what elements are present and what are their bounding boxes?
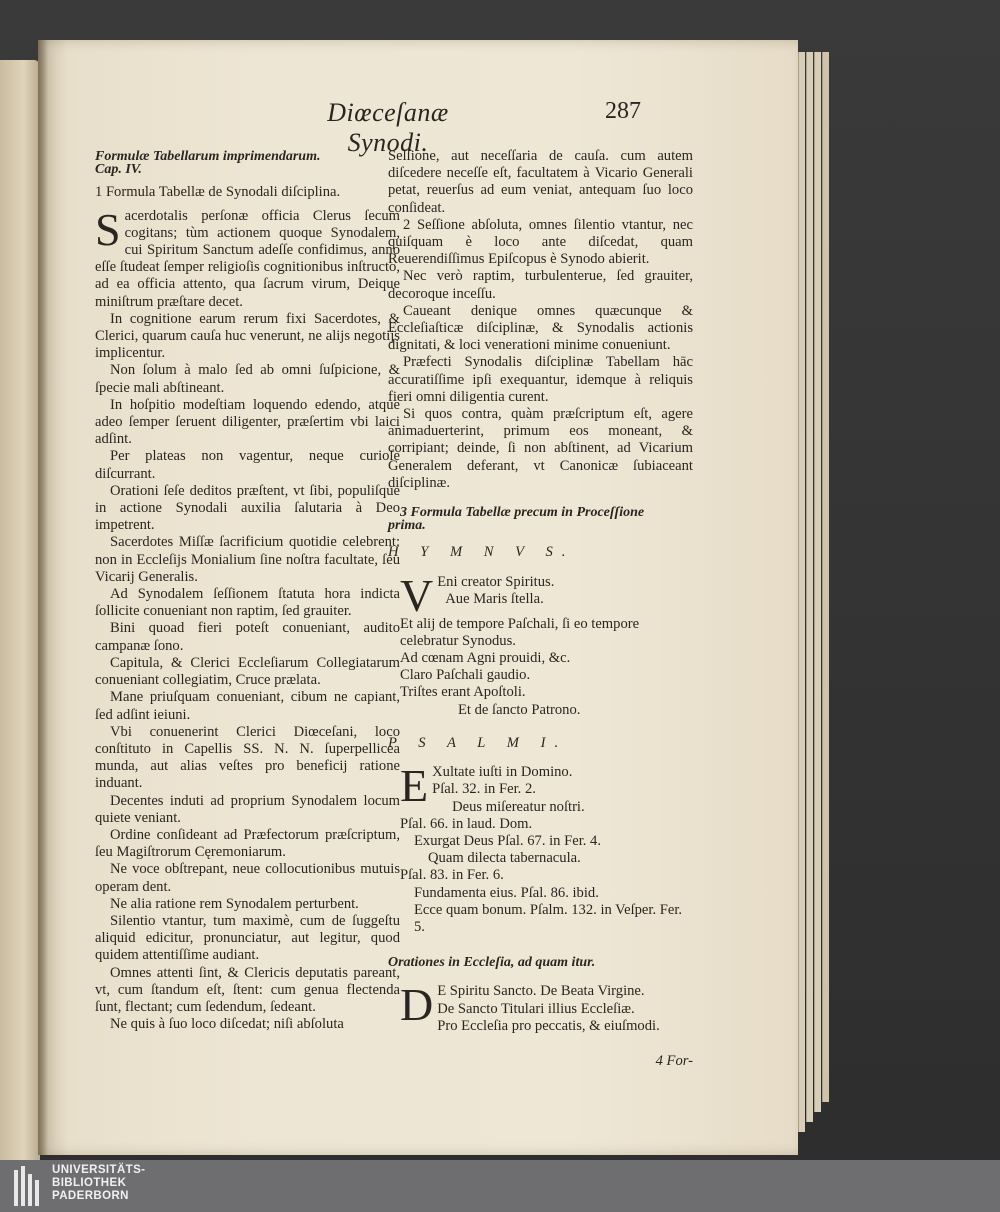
paragraph: Ordine conſideant ad Præfectorum præſcriptum, ſeu Magiſtrorum Cęremoniarum. bbox=[95, 826, 400, 861]
page-edge bbox=[798, 52, 805, 1132]
section-heading: 3 Formula Tabellæ precum in Proceſſione bbox=[400, 505, 645, 521]
library-footer-bar bbox=[0, 1160, 1000, 1212]
hymn-line: Et de ſancto Patrono. bbox=[458, 701, 581, 718]
page-edge bbox=[806, 52, 813, 1122]
hymn-line: Claro Paſchali gaudio. bbox=[400, 667, 531, 684]
drop-capital: V bbox=[400, 569, 434, 621]
paragraph: Ne quis à ſuo loco diſcedat; niſi abſoluta bbox=[110, 1016, 344, 1033]
book-page bbox=[38, 40, 798, 1155]
paragraph: Decentes induti ad proprium Synodalem locum quiete veniant. bbox=[95, 792, 400, 826]
library-logo-icon bbox=[14, 1166, 44, 1206]
right-column bbox=[388, 148, 693, 1070]
paragraph: Ne voce obſtrepant, neue collocutionibus mutuis operam dent. bbox=[95, 861, 400, 895]
section-heading: 1 Formula Tabellæ de Synodali diſciplina. bbox=[95, 184, 341, 201]
page-edge bbox=[814, 52, 821, 1112]
drop-capital: E bbox=[400, 760, 429, 812]
paragraph: Vbi conuenerint Clerici Diœceſani, loco conſtituto in Capellis SS. N. N. ſuperpellicea munda, aut alias veſtes pro beneficij ratione induant. bbox=[95, 723, 400, 792]
orationes-title: Orationes in Eccleſia, ad quam itur. bbox=[388, 955, 596, 971]
hymn-line: V Eni creator Spiritus. Aue Maris ſtella. bbox=[400, 569, 555, 621]
page-edge bbox=[822, 52, 829, 1102]
library-name: UNIVERSITÄTS- BIBLIOTHEK PADERBORN bbox=[52, 1164, 146, 1202]
catchword: 4 For- bbox=[655, 1052, 693, 1069]
hymnus-title: H Y M N V S. bbox=[388, 544, 575, 561]
hymn-line: Et alij de tempore Paſchali, ſi eo tempore celebratur Synodus. bbox=[400, 615, 640, 649]
paragraph: Caueant denique omnes quæcunque & Eccleſiaſticæ diſciplinæ, & Synodalis actionis dignitati, & loci venerationi minime conueniunt. bbox=[388, 302, 693, 354]
paragraph: 2 Seſſione abſoluta, omnes ſilentio vtantur, nec quiſquam è loco ante diſcedat, quam Reuerendiſſimus Epiſcopus è Synodo abierit. bbox=[388, 216, 693, 268]
psalm-line: Pſal. 66. in laud. Dom. bbox=[400, 815, 533, 832]
paragraph: Nec verò raptim, turbulenterue, ſed grauiter, decoroque inceſſu. bbox=[388, 268, 693, 302]
paragraph: In hoſpitio modeſtiam loquendo edendo, atque adeo ſemper ſeruent diligenter, præſertim vbi laici adſint. bbox=[95, 396, 400, 448]
hymn-line: Triſtes erant Apoſtoli. bbox=[400, 684, 526, 701]
paragraph: Non ſolum à malo ſed ab omni ſuſpicione, & ſpecie mali abſtineant. bbox=[95, 362, 400, 396]
paragraph: Ne alia ratione rem Synodalem perturbent. bbox=[110, 895, 359, 912]
chapter-number: Cap. IV. bbox=[95, 162, 142, 178]
running-title: Diœceſanæ Synodi. bbox=[327, 98, 449, 157]
paragraph: Orationi ſeſe deditos præſtent, vt ſibi, populiſque in actione Synodali auxilia ſalutaria à Deo impetrent. bbox=[95, 482, 400, 534]
psalm-line: Pſal. 83. in Fer. 6. bbox=[400, 867, 504, 884]
left-page-edge bbox=[0, 60, 40, 1160]
psalm-line: Exurgat Deus Pſal. 67. in Fer. 4. bbox=[414, 832, 602, 849]
paragraph: Seſſione, aut neceſſaria de cauſa. cum autem diſcedere neceſſe eſt, facultatem à Vicario Generali petat, reuerſus ad eum veniat, antequam ſuo loco conſideat. bbox=[388, 148, 693, 216]
psalm-line: E Xultate iuſti in Domino. Pſal. 32. in Fer. 2. Deus miſereatur noſtri. bbox=[400, 760, 585, 815]
psalm-line: Fundamenta eius. Pſal. 86. ibid. bbox=[414, 884, 599, 901]
paragraph: Ad Synodalem ſeſſionem ſtatuta hora indicta ſollicite conueniant non raptim, ſed grauiter. bbox=[95, 586, 400, 620]
paragraph: Sacerdotes Miſſæ ſacrificium quotidie celebrent: non in Eccleſijs Monialium ſine noſtra facultate, ſeu Vicarij Generalis. bbox=[95, 534, 400, 585]
paragraph: Bini quoad fieri poteſt conueniant, audito campanæ ſono. bbox=[95, 620, 400, 654]
psalm-line: Ecce quam bonum. Pſalm. 132. in Veſper. Fer. 5. bbox=[414, 901, 683, 935]
drop-capital: S bbox=[95, 203, 121, 255]
page-spine-shadow bbox=[38, 40, 48, 1155]
oration-line: D E Spiritu Sancto. De Beata Virgine. De Sancto Titulari illius Eccleſiæ. Pro Eccleſia pro peccatis, & eiuſmodi. bbox=[400, 979, 660, 1034]
chapter-heading: Formulæ Tabellarum imprimendarum. bbox=[95, 149, 321, 164]
paragraph: Per plateas non vagentur, neque curioſe diſcurrant. bbox=[95, 448, 400, 482]
paragraph: In cognitione earum rerum fixi Sacerdotes, & Clerici, quarum cauſa huc venerunt, ne alijs negotijs implicentur. bbox=[95, 310, 400, 362]
page-number: 287 bbox=[605, 98, 641, 124]
paragraph: Mane priuſquam conueniant, cibum ne capiant, ſed adſint ieiuni. bbox=[95, 689, 400, 723]
left-column bbox=[95, 148, 400, 1033]
psalm-line: Quam dilecta tabernacula. bbox=[428, 850, 581, 867]
drop-capital: D bbox=[400, 979, 434, 1031]
paragraph: Silentio vtantur, tum maximè, cum de ſuggeſtu aliquid edicitur, pronunciatur, aut legitur, quod quidem attentiſſime audiant. bbox=[95, 912, 400, 964]
paragraph: Præfecti Synodalis diſciplinæ Tabellam hāc accuratiſſime ipſi exequantur, idemque à reliquis fieri omni diligentia curent. bbox=[388, 354, 693, 405]
paragraph: Omnes attenti ſint, & Clericis deputatis pareant, vt, cum ſtandum eſt, ſtent: cum genua flectenda ſunt, flectant; cum ſedendum, ſedeant. bbox=[95, 964, 400, 1015]
paragraph: Capitula, & Clerici Eccleſiarum Collegiatarum conueniant collegiatim, Cruce prælata. bbox=[95, 654, 400, 689]
hymn-line: Ad cœnam Agni prouidi, &c. bbox=[400, 650, 571, 667]
psalmi-title: P S A L M I. bbox=[388, 734, 568, 751]
paragraph: Sacerdotalis perſonæ officia Clerus ſecum cogitans; tùm actionem quoque Synodalem, cui Spiritum Sanctum adeſſe confidimus, anno eſſe ſtudeat ſemper religioſis cognitionibus inſtructo, ad ea officia attento, qua ſacrum virum, Deique miniſtrum præſtare decet. bbox=[95, 203, 400, 310]
section-heading-cont: prima. bbox=[388, 518, 426, 534]
paragraph: Si quos contra, quàm præſcriptum eſt, agere animaduerterint, primum eos moneant, & corripiant; deinde, ſi non abſtinent, ad Vicarium Generalem deferant, vt Canonicæ ſubiaceant diſciplinæ. bbox=[388, 406, 693, 491]
